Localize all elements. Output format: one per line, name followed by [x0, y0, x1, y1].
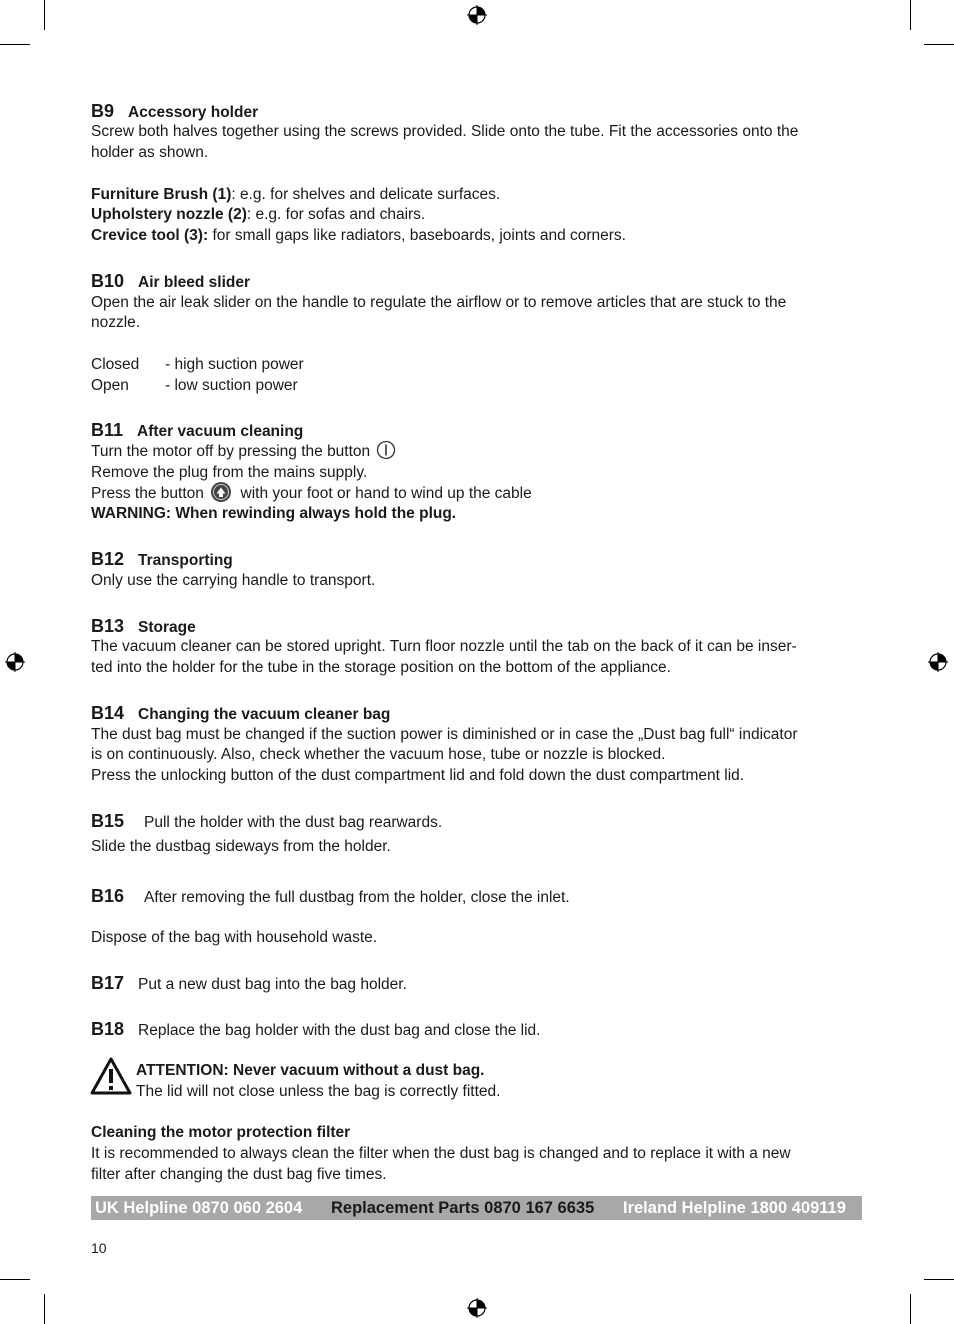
helpline-bar [91, 1196, 862, 1220]
ireland-helpline: Ireland Helpline 1800 409119 [623, 1199, 846, 1217]
accessory-item [91, 205, 871, 225]
section-heading-b15 [91, 811, 871, 833]
accessory-label: Crevice tool (3): [91, 227, 209, 244]
body-text: Screw both halves together using the screws provided. Slide onto the tube. Fit the accessories onto the [91, 123, 799, 140]
body-text: Slide the dustbag sideways from the holder. [91, 838, 391, 855]
suction-desc: - high suction power [165, 356, 304, 373]
crop-mark [44, 1294, 45, 1324]
instruction-text: Press the button [91, 485, 204, 502]
body-text: Dispose of the bag with household waste. [91, 929, 378, 946]
body-text: is on continuously. Also, check whether the vacuum hose, tube or nozzle is blocked. [91, 746, 666, 763]
uk-helpline: UK Helpline 0870 060 2604 [95, 1199, 303, 1217]
registration-mark-icon [467, 5, 487, 25]
section-number: B18 [91, 1019, 125, 1039]
instruction-text: with your foot or hand to wind up the cable [240, 485, 532, 502]
crop-mark [0, 1279, 30, 1280]
accessory-label: Upholstery nozzle (2) [91, 206, 247, 223]
crop-mark [910, 1294, 911, 1324]
section-number: B16 [91, 886, 125, 906]
attention-text: The lid will not close unless the bag is correctly fitted. [136, 1083, 501, 1100]
section-number: B10 [91, 271, 125, 291]
body-text: Remove the plug from the mains supply. [91, 464, 368, 481]
crop-mark [924, 1279, 954, 1280]
page-number: 10 [91, 1240, 107, 1256]
suction-row [91, 376, 871, 396]
section-heading-b16 [91, 886, 871, 908]
section-title: Air bleed slider [138, 274, 251, 291]
body-text: The vacuum cleaner can be stored upright. Turn floor nozzle until the tab on the back of it can be inser- [91, 638, 797, 655]
section-title: Changing the vacuum cleaner bag [138, 706, 391, 723]
section-heading-b11 [91, 420, 871, 442]
body-text: Open the air leak slider on the handle to regulate the airflow or to remove articles that are stuck to the [91, 294, 787, 311]
accessory-label: Furniture Brush (1) [91, 186, 232, 203]
accessory-text: for small gaps like radiators, baseboards, joints and corners. [208, 227, 626, 244]
section-number: B12 [91, 549, 125, 569]
section-title: After vacuum cleaning [137, 423, 304, 440]
section-number: B9 [91, 101, 115, 121]
accessory-item [91, 185, 871, 205]
section-heading-b10 [91, 271, 871, 293]
warning-text: WARNING: When rewinding always hold the plug. [91, 505, 457, 522]
registration-mark-icon [928, 652, 948, 672]
body-text: nozzle. [91, 314, 141, 331]
crop-mark [924, 44, 954, 45]
step-text: Pull the holder with the dust bag rearwards. [144, 814, 443, 831]
section-number: B14 [91, 703, 125, 723]
registration-mark-icon [467, 1298, 487, 1318]
body-text: filter after changing the dust bag five times. [91, 1166, 387, 1183]
crop-mark [44, 0, 45, 30]
section-number: B15 [91, 811, 125, 831]
suction-row [91, 355, 871, 375]
instruction-text: Turn the motor off by pressing the button [91, 443, 371, 460]
section-number: B17 [91, 973, 125, 993]
slider-state: Closed [91, 356, 140, 373]
suction-desc: - low suction power [165, 377, 298, 394]
slider-state: Open [91, 377, 129, 394]
step-text: After removing the full dustbag from the holder, close the inlet. [144, 889, 570, 906]
accessory-text: : e.g. for shelves and delicate surfaces. [231, 186, 501, 203]
body-text: ted into the holder for the tube in the storage position on the bottom of the appliance. [91, 659, 671, 676]
power-button-icon [376, 440, 396, 460]
section-heading-b18 [91, 1019, 871, 1041]
section-heading-b13 [91, 616, 871, 638]
body-text [91, 442, 871, 462]
cable-rewind-icon [210, 481, 232, 503]
accessory-text: : e.g. for sofas and chairs. [246, 206, 426, 223]
filter-heading: Cleaning the motor protection filter [91, 1124, 351, 1141]
section-title: Transporting [138, 552, 233, 569]
body-text: Only use the carrying handle to transport. [91, 572, 376, 589]
section-number: B13 [91, 616, 125, 636]
step-text: Replace the bag holder with the dust bag and close the lid. [138, 1022, 541, 1039]
step-text: Put a new dust bag into the bag holder. [138, 976, 407, 993]
body-text: The dust bag must be changed if the suction power is diminished or in case the „Dust bag full“ indicator [91, 726, 798, 743]
registration-mark-icon [5, 652, 25, 672]
section-heading-b17 [91, 973, 871, 995]
attention-title: ATTENTION: Never vacuum without a dust bag. [136, 1062, 485, 1079]
crop-mark [910, 0, 911, 30]
warning-triangle-icon [90, 1057, 132, 1095]
body-text [91, 484, 871, 504]
replacement-parts-line: Replacement Parts 0870 167 6635 [331, 1199, 595, 1217]
body-text: holder as shown. [91, 144, 209, 161]
accessory-item [91, 226, 871, 246]
section-title: Storage [138, 619, 196, 636]
body-text: Press the unlocking button of the dust compartment lid and fold down the dust compartment lid. [91, 767, 745, 784]
section-number: B11 [91, 420, 124, 440]
section-heading-b12 [91, 549, 871, 571]
section-heading-b14 [91, 703, 871, 725]
body-text: It is recommended to always clean the filter when the dust bag is changed and to replace it with a new [91, 1145, 791, 1162]
section-title: Accessory holder [128, 104, 259, 121]
crop-mark [0, 44, 30, 45]
section-heading-b9 [91, 101, 871, 123]
